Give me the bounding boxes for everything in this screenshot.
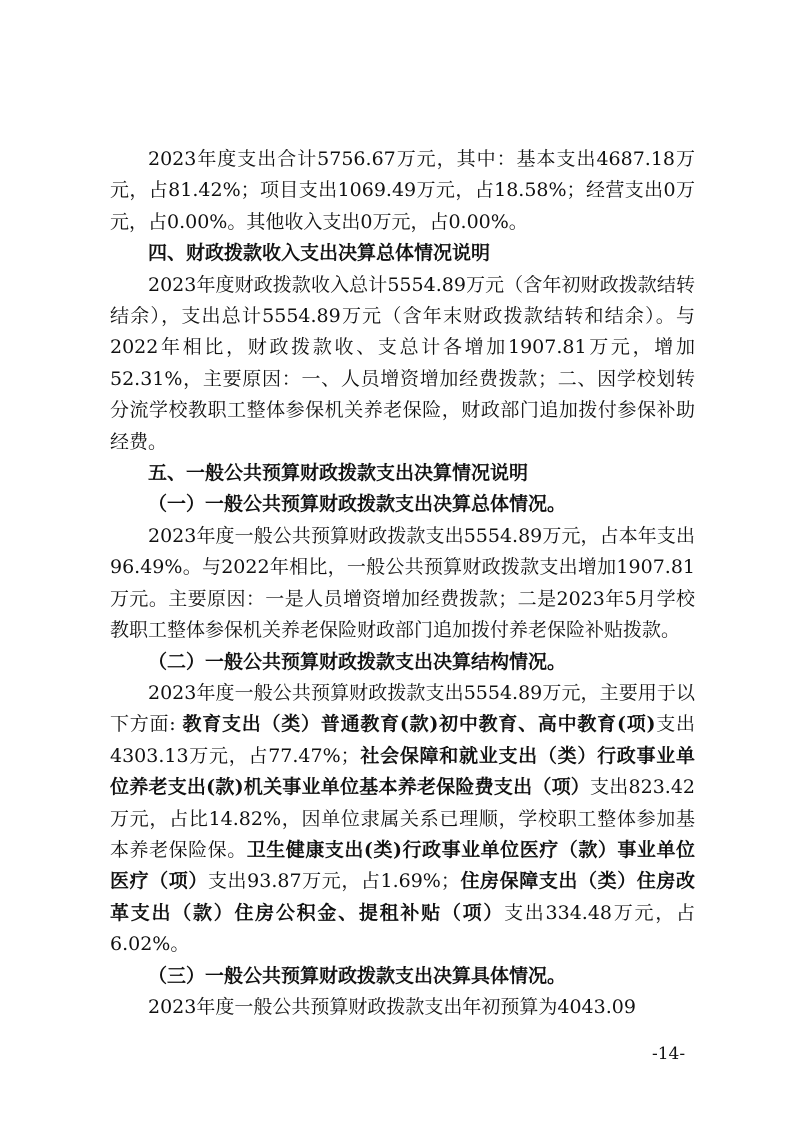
text-run-bold: 教育支出（类）普通教育(款)初中教育、高中教育(项): [182, 713, 656, 736]
paragraph-general-budget-structure: [110, 678, 695, 961]
paragraph-expenditure-total: 2023年度支出合计5756.67万元，其中：基本支出4687.18万元，占81.42%；项目支出1069.49万元，占18.58%；经营支出0万元，占0.00%。其他收入支出0万元，占0.00%。: [110, 148, 695, 233]
heading-section-4: 四、财政拨款收入支出决算总体情况说明: [148, 242, 491, 265]
paragraph-general-budget-overall: 2023年度一般公共预算财政拨款支出5554.89万元，占本年支出96.49%。与2022年相比，一般公共预算财政拨款支出增加1907.81万元。主要原因：一是人员增资增加经费拨款；二是2023年5月学校教职工整体参保机关养老保险财政部门追加拨付养老保险补贴拨款。: [110, 524, 695, 642]
text-run-bold: 住房保障支出（类）住房改革支出（款）住房公积金、提租补贴（项）: [110, 870, 695, 924]
text-run-bold: 卫生健康支出(类)行政事业单位医疗（款）事业单位医疗（项）: [110, 838, 695, 893]
text-run: 支出4303.13万元，占77.47%；: [110, 713, 695, 767]
text-run: 支出823.42万元，占比14.82%，因单位隶属关系已理顺，学校职工整体参加基本养老保险保。: [110, 776, 695, 861]
heading-subsection-1: （一）一般公共预算财政拨款支出决算总体情况。: [148, 493, 567, 516]
heading-subsection-2: （二）一般公共预算财政拨款支出决算结构情况。: [148, 650, 567, 673]
heading-section-5: 五、一般公共预算财政拨款支出决算情况说明: [148, 462, 529, 485]
page-number: -14-: [652, 1044, 686, 1064]
document-body: [110, 144, 695, 1023]
paragraph-general-budget-detail: 2023年度一般公共预算财政拨款支出年初预算为4043.09: [148, 995, 636, 1018]
text-run: 支出93.87万元，占1.69%；: [207, 870, 460, 893]
text-run: 2023年度一般公共预算财政拨款支出5554.89万元，主要用于以下方面:: [110, 681, 695, 736]
paragraph-fiscal-allocation-summary: 2023年度财政拨款收入总计5554.89万元（含年初财政拨款结转结余），支出总计5554.89万元（含年末财政拨款结转和结余）。与2022年相比，财政拨款收、支总计各增加1907.81万元，增加52.31%，主要原因：一、人员增资增加经费拨款；二、因学校划转分流学校教职工整体参保机关养老保险，财政部门追加拨付参保补助经费。: [110, 273, 695, 453]
heading-subsection-3: （三）一般公共预算财政拨款支出决算具体情况。: [148, 964, 567, 987]
text-run: 支出334.48万元，占6.02%。: [110, 901, 695, 956]
text-run-bold: 社会保障和就业支出（类）行政事业单位养老支出(款)机关事业单位基本养老保险费支出（项）: [110, 744, 695, 799]
